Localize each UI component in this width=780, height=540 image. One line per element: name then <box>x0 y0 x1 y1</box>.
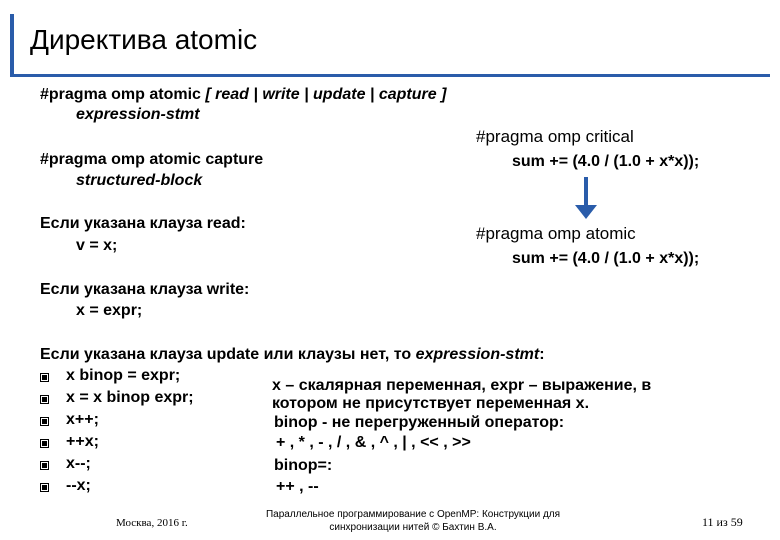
read-clause-body: v = x; <box>76 237 118 254</box>
bullet-icon <box>40 373 49 382</box>
update-item-3: x++; <box>66 411 99 428</box>
title-accent-bar <box>10 14 14 76</box>
syntax-line-3: #pragma omp atomic capture <box>40 151 264 168</box>
arrow-head-icon <box>575 205 597 219</box>
bullet-icon <box>40 439 49 448</box>
syntax-pragma: #pragma omp atomic <box>40 86 206 103</box>
note-line-6: ++ , -- <box>276 478 319 495</box>
note-line-4: + , * , - , / , & , ^ , | , << , >> <box>276 434 471 451</box>
footer-course: Параллельное программирование с OpenMP: Конструкции для синхронизации нитей © Бахтин В.А. <box>265 509 561 533</box>
note-line-3: binop - не перегруженный оператор: <box>274 414 565 431</box>
syntax-options: [ read | write | update | capture ] <box>205 86 447 103</box>
update-item-2: x = x binop expr; <box>66 389 194 406</box>
atomic-pragma: #pragma omp atomic <box>476 224 636 243</box>
note-line-5: binop=: <box>274 457 333 474</box>
read-clause-head: Если указана клауза read: <box>40 215 246 232</box>
write-clause-head: Если указана клауза write: <box>40 281 250 298</box>
bullet-icon <box>40 395 49 404</box>
note-line-2: котором не присутствует переменная x. <box>272 395 590 412</box>
update-head-end: : <box>539 346 545 363</box>
note-line-1: x – скалярная переменная, expr – выражение, в <box>272 377 652 394</box>
syntax-line-2: expression-stmt <box>76 106 200 123</box>
update-clause-head <box>40 346 545 364</box>
bullet-icon <box>40 483 49 492</box>
syntax-line-4: structured-block <box>76 172 203 189</box>
write-clause-body: x = expr; <box>76 302 143 319</box>
update-item-6: --x; <box>66 477 91 494</box>
update-item-1: x binop = expr; <box>66 367 181 384</box>
update-item-5: x--; <box>66 455 91 472</box>
critical-pragma: #pragma omp critical <box>476 127 634 146</box>
update-head-text: Если указана клауза update или клаузы нет, то <box>40 346 416 363</box>
bullet-icon <box>40 461 49 470</box>
footer-location: Москва, 2016 г. <box>116 517 188 529</box>
bullet-icon <box>40 417 49 426</box>
critical-stmt: sum += (4.0 / (1.0 + x*x)); <box>512 153 700 170</box>
update-head-italic: expression-stmt <box>415 346 540 363</box>
update-item-4: ++x; <box>66 433 99 450</box>
page-title: Директива atomic <box>30 24 258 55</box>
title-underline <box>10 74 770 77</box>
syntax-line-1 <box>40 86 446 104</box>
page-number: 11 из 59 <box>702 515 743 529</box>
atomic-stmt: sum += (4.0 / (1.0 + x*x)); <box>512 250 700 267</box>
